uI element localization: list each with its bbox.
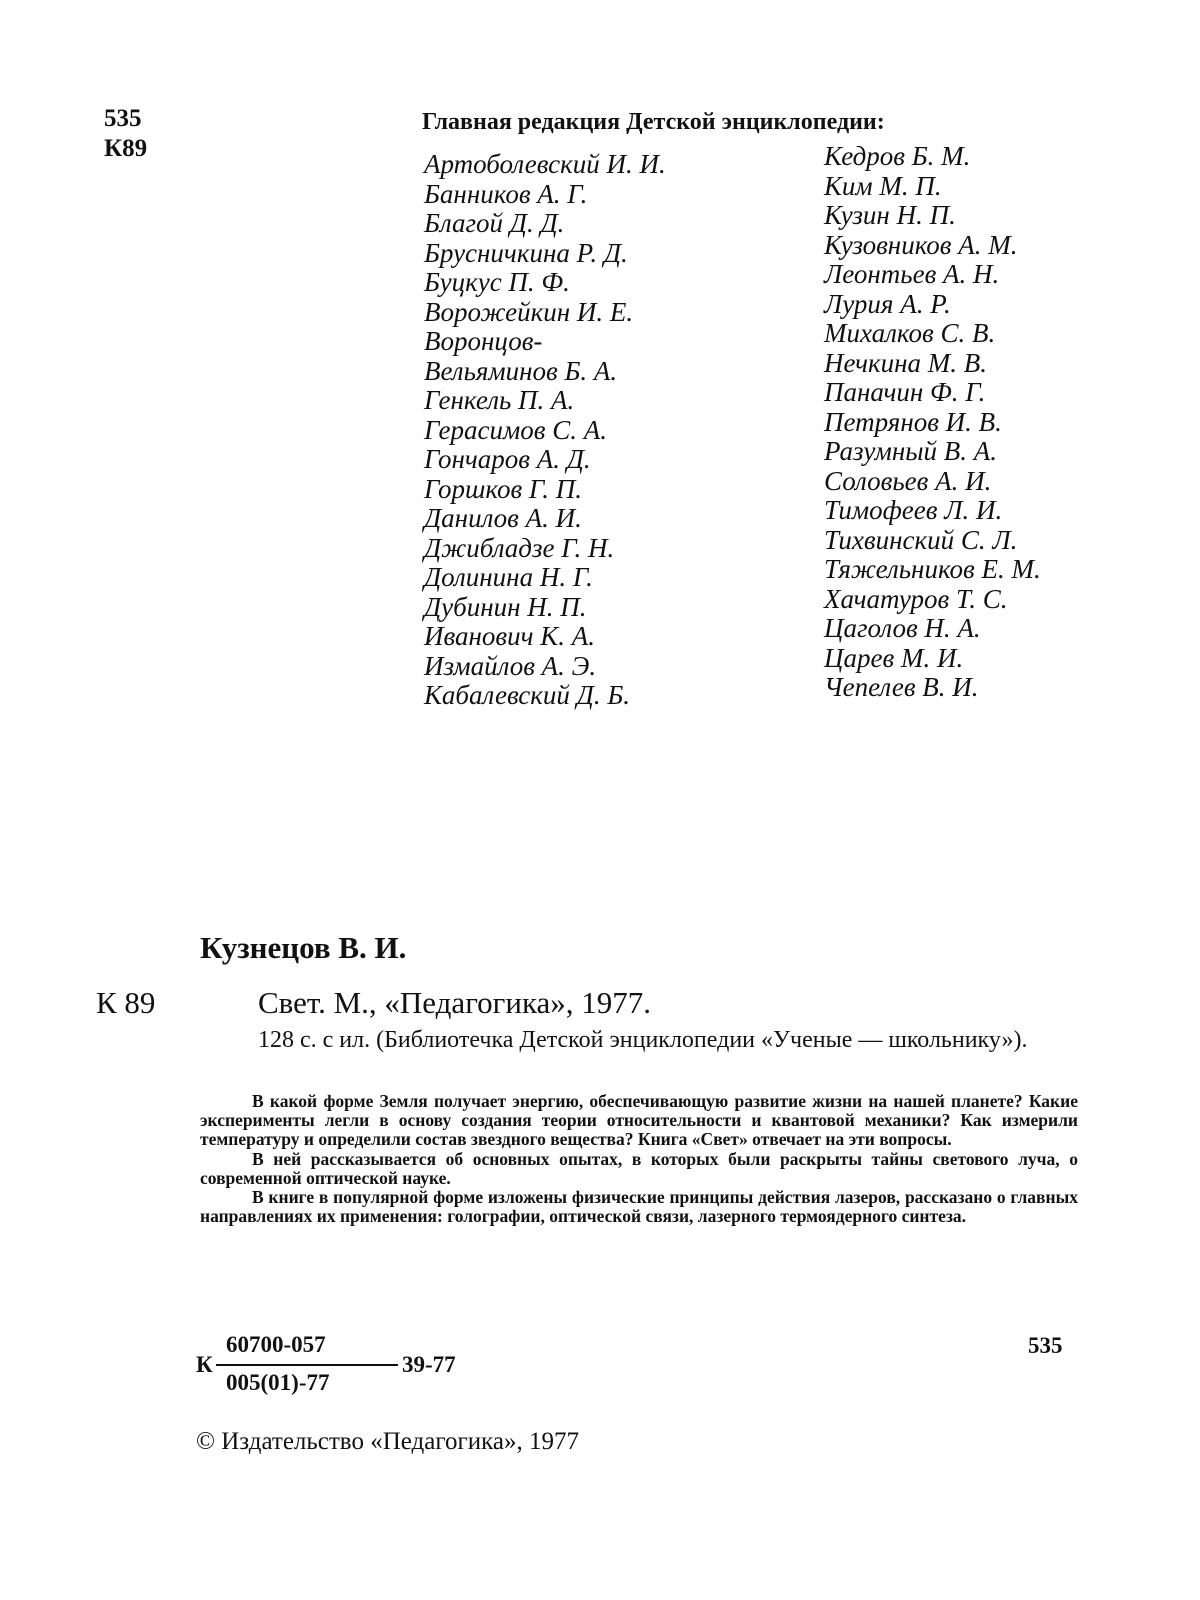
editorial-board-member: Ворожейкин И. Е. — [424, 296, 634, 327]
udk-author-mark: К89 — [104, 135, 148, 162]
editorial-board-left-column — [424, 150, 666, 711]
price-code: 535 — [1028, 1333, 1063, 1358]
book-title-publisher: Свет. М., «Педагогика», 1977. — [258, 985, 652, 1020]
editorial-board-member: Паначин Ф. Г. — [824, 377, 986, 407]
editorial-board-member: Нечкина М. В. — [824, 347, 988, 378]
editorial-board-member: Иванович К. А. — [424, 621, 595, 651]
annotation-paragraph: В ней рассказывается об основных опытах, в которых были раскрыты тайны светового луча, о современной оптической науке. — [200, 1148, 1078, 1188]
editorial-board-member: Леонтьев А. Н. — [824, 259, 1000, 289]
annotation-paragraph: В какой форме Земля получает энергию, обеспечивающую развитие жизни на нашей планете? Какие эксперименты легли в основу создания теории относительности и квантовой механики? Как измерили температуру и определили состав звездного вещества? Книга «Свет» отвечает на эти вопросы. — [200, 1091, 1078, 1150]
editorial-board-member: Кедров Б. М. — [824, 141, 971, 171]
editorial-board-member: Соловьев А. И. — [824, 465, 992, 496]
editorial-board-member: Царев М. И. — [824, 642, 964, 673]
editorial-board-member: Горшков Г. П. — [424, 473, 582, 504]
editorial-board-member: Брусничкина Р. Д. — [424, 237, 628, 268]
editorial-board-member: Кузин Н. П. — [824, 200, 956, 230]
editorial-board-member: Данилов А. И. — [424, 503, 582, 533]
editorial-board-member: Гончаров А. Д. — [424, 444, 591, 474]
editorial-board-right-column — [824, 142, 1041, 703]
editorial-board-member: Банников А. Г. — [424, 178, 588, 209]
udk-classification — [104, 104, 147, 164]
editorial-board-member: Кузовников А. М. — [824, 229, 1018, 260]
editorial-board-member: Кабалевский Д. Б. — [424, 680, 631, 710]
editorial-board-member: Герасимов С. А. — [424, 414, 607, 445]
formula-fraction-line — [216, 1364, 398, 1366]
editorial-board-member: Тихвинский С. Л. — [824, 524, 1018, 555]
editorial-board-member: Разумный В. А. — [824, 436, 998, 466]
editorial-board-member: Артоболевский И. И. — [424, 149, 666, 179]
editorial-board-member: Лурия А. Р. — [824, 288, 951, 319]
editorial-board-member: Цаголов Н. А. — [824, 613, 981, 643]
editorial-board-member: Дубинин Н. П. — [424, 591, 587, 622]
editorial-board-member: Петрянов И. В. — [824, 406, 1002, 437]
catalog-code: К 89 — [96, 985, 156, 1020]
book-series-description: 128 с. с ил. (Библиотечка Детской энциклопедии «Ученые — школьнику»). — [258, 1027, 1028, 1053]
editorial-board-member: Измайлов А. Э. — [424, 650, 597, 681]
editorial-board-member: Чепелев В. И. — [824, 672, 979, 702]
editorial-board-member: Генкель П. А. — [424, 385, 575, 415]
editorial-board-member: Тяжельников Е. М. — [824, 554, 1041, 584]
editorial-board-member: Воронцов- — [424, 326, 543, 356]
book-author: Кузнецов В. И. — [200, 930, 407, 965]
book-annotation — [200, 1092, 1078, 1226]
formula-letter: К — [196, 1352, 213, 1377]
annotation-paragraph: В книге в популярной форме изложены физические принципы действия лазеров, рассказано о главных направлениях их применения: голографии, оптической связи, лазерного термоядерного синтеза. — [200, 1187, 1078, 1227]
copyright-notice: © Издательство «Педагогика», 1977 — [196, 1428, 579, 1455]
formula-numerator: 60700-057 — [226, 1332, 326, 1357]
editorial-board-member: Благой Д. Д. — [424, 208, 565, 238]
formula-suffix: 39-77 — [402, 1352, 456, 1377]
formula-denominator: 005(01)-77 — [226, 1370, 330, 1395]
editorial-board-member: Долинина Н. Г. — [424, 562, 593, 592]
publishing-formula — [196, 1332, 496, 1402]
editorial-board-member: Джибладзе Г. Н. — [424, 532, 615, 563]
editorial-board-member: Михалков С. В. — [824, 318, 996, 348]
editorial-board-member: Вельяминов Б. А. — [424, 355, 618, 386]
editorial-board-member: Тимофеев Л. И. — [824, 495, 1003, 525]
editorial-board-member: Буцкус П. Ф. — [424, 267, 570, 297]
udk-number: 535 — [104, 105, 142, 132]
editorial-board-member: Хачатуров Т. С. — [824, 583, 1008, 614]
editorial-board-member: Ким М. П. — [824, 170, 942, 201]
editorial-board-heading: Главная редакция Детской энциклопедии: — [422, 109, 885, 135]
